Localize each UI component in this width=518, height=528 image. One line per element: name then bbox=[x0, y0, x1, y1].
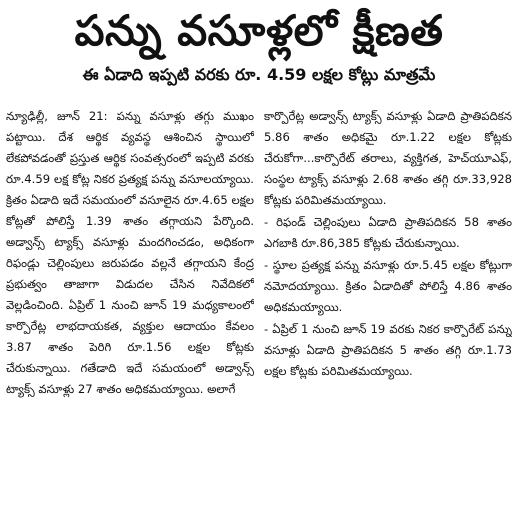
article-body bbox=[6, 106, 512, 526]
left-column bbox=[6, 106, 254, 526]
bullet-paragraph: - రిఫండ్ చెల్లింపులు ఏడాది ప్రాతిపదికన 58 శాతం ఎగబాకి రూ.86,385 కోట్లకు చేరుకున్నాయి. bbox=[264, 215, 512, 250]
body-paragraph: కార్పొరేట్ల అడ్వాన్స్ ట్యాక్స్ వసూళ్లు ఏడాది ప్రాతిపదికన 5.86 శాతం అధికమై రూ.1.22 లక్షల కోట్లకు చేరుకోగా...కార్పొరేట్ తరాలు, వ్యక్తిగత, హెచ్‌యూఎఫ్, సంస్థల ట్యాక్స్ వసూళ్లు 2.68 శాతం తగ్గి రూ.33,928 కోట్లకు పరిమితమయ్యాయి. bbox=[264, 109, 512, 207]
body-paragraph: న్యూఢిల్లీ, జూన్ 21: పన్ను వసూళ్లు తగ్గు ముఖం పట్టాయి. దేశ ఆర్థిక వ్యవస్థ ఆశించిన స్థాయిలో లేకపోవడంతో ప్రస్తుత ఆర్థిక సంవత్సరంలో ఇప్పటి వరకు రూ.4.59 లక్ష కోట్ల నికర ప్రత్యక్ష పన్ను వసూలయ్యాయి. క్రితం ఏడాది ఇదే సమయంలో వసూలైన రూ.4.65 లక్షల కోట్లతో పోలిస్తే 1.39 శాతం తగ్గాయని పేర్కొంది. అడ్వాన్స్ ట్యాక్స్ వసూళ్లు మందగించడం, అధికంగా రిఫండ్లు చెల్లింపులు జరుపడం వల్లనే తగ్గాయని కేంద్ర ప్రభుత్వం తాజాగా విడుదల చేసిన నివేదికలో వెల్లడించింది. ఏప్రిల్ 1 నుంచి జూన్ 19 మధ్యకాలంలో కార్పొరేట్ల లాభదాయకత, వ్యక్తుల ఆదాయం కేవలం 3.87 శాతం పెరిగి రూ.1.56 లక్షల కోట్లకు చేరుకున్నాయి. గతేడాది ఇదే సమయంలో అడ్వాన్స్ ట్యాక్స్ వసూళ్లు 27 శాతం అధికమయ్యాయి. అలాగే bbox=[6, 109, 254, 396]
right-column bbox=[264, 106, 512, 526]
article-headline: పన్ను వసూళ్లలో క్షీణత bbox=[74, 6, 444, 55]
bullet-paragraph: - ఏప్రిల్ 1 నుంచి జూన్ 19 వరకు నికర కార్పొరేట్ పన్ను వసూళ్లు ఏడాది ప్రాతిపదికన 5 శాతం తగ్గి రూ.1.73 లక్షల కోట్లకు పరిమితమయ్యాయి. bbox=[264, 322, 512, 378]
article-subheadline: ఈ ఏడాది ఇప్పటి వరకు రూ. 4.59 లక్షల కోట్లు మాత్రమే bbox=[82, 65, 436, 84]
bullet-paragraph: - స్థూల ప్రత్యక్ష పన్ను వసూళ్లు రూ.5.45 లక్షల కోట్లుగా నమోదయ్యాయి. క్రితం ఏడాదితో పోలిస్తే 4.86 శాతం అధికమయ్యాయి. bbox=[264, 258, 512, 314]
